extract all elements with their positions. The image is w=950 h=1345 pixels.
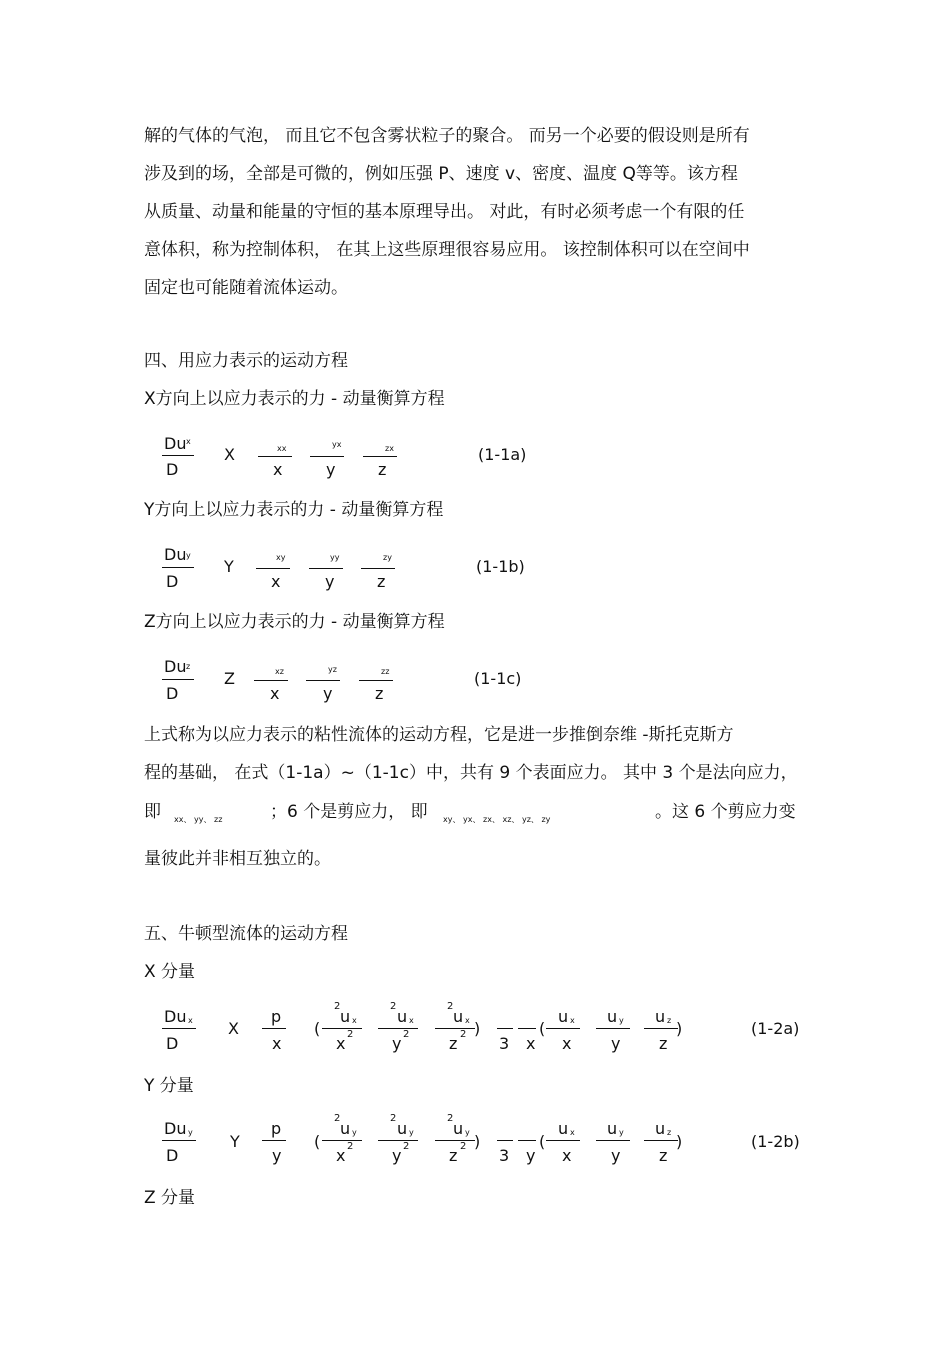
- equation-number: (1-1b): [476, 557, 525, 576]
- equation-heading: X 分量: [144, 962, 196, 982]
- body-text-line: 固定也可能随着流体运动。: [144, 278, 348, 298]
- body-text-line: 解的气体的气泡， 而且它不包含雾状粒子的聚合。 而另一个必要的假设则是所有: [144, 126, 750, 146]
- equation-heading: Z 分量: [144, 1188, 196, 1208]
- body-text-line: 量彼此并非相互独立的。: [144, 849, 331, 869]
- equation-heading: Y 分量: [144, 1076, 194, 1096]
- equation-heading: Y方向上以应力表示的力 - 动量衡算方程: [144, 500, 444, 520]
- body-text-line: 从质量、动量和能量的守恒的基本原理导出。 对此，有时必须考虑一个有限的任: [144, 202, 745, 222]
- equation-number: (1-2b): [751, 1132, 800, 1151]
- body-text-line: 上式称为以应力表示的粘性流体的运动方程，它是进一步推倒奈维 -斯托克斯方: [144, 725, 734, 745]
- equation-number: (1-1c): [474, 669, 522, 688]
- equation-number: (1-2a): [751, 1019, 800, 1038]
- section-heading: 五、牛顿型流体的运动方程: [144, 924, 348, 944]
- body-text-line: 意体积，称为控制体积， 在其上这些原理很容易应用。 该控制体积可以在空间中: [144, 240, 750, 260]
- section-heading: 四、用应力表示的运动方程: [144, 351, 348, 371]
- body-text-line: 涉及到的场，全部是可微的，例如压强 P、速度 v、密度、温度 Q等等。该方程: [144, 164, 738, 184]
- body-text-line: 程的基础， 在式（1-1a）~（1-1c）中，共有 9 个表面应力。 其中 3 个是法向应力，: [144, 763, 798, 783]
- equation-heading: X方向上以应力表示的力 - 动量衡算方程: [144, 389, 445, 409]
- equation-heading: Z方向上以应力表示的力 - 动量衡算方程: [144, 612, 445, 632]
- equation-number: (1-1a): [478, 445, 527, 464]
